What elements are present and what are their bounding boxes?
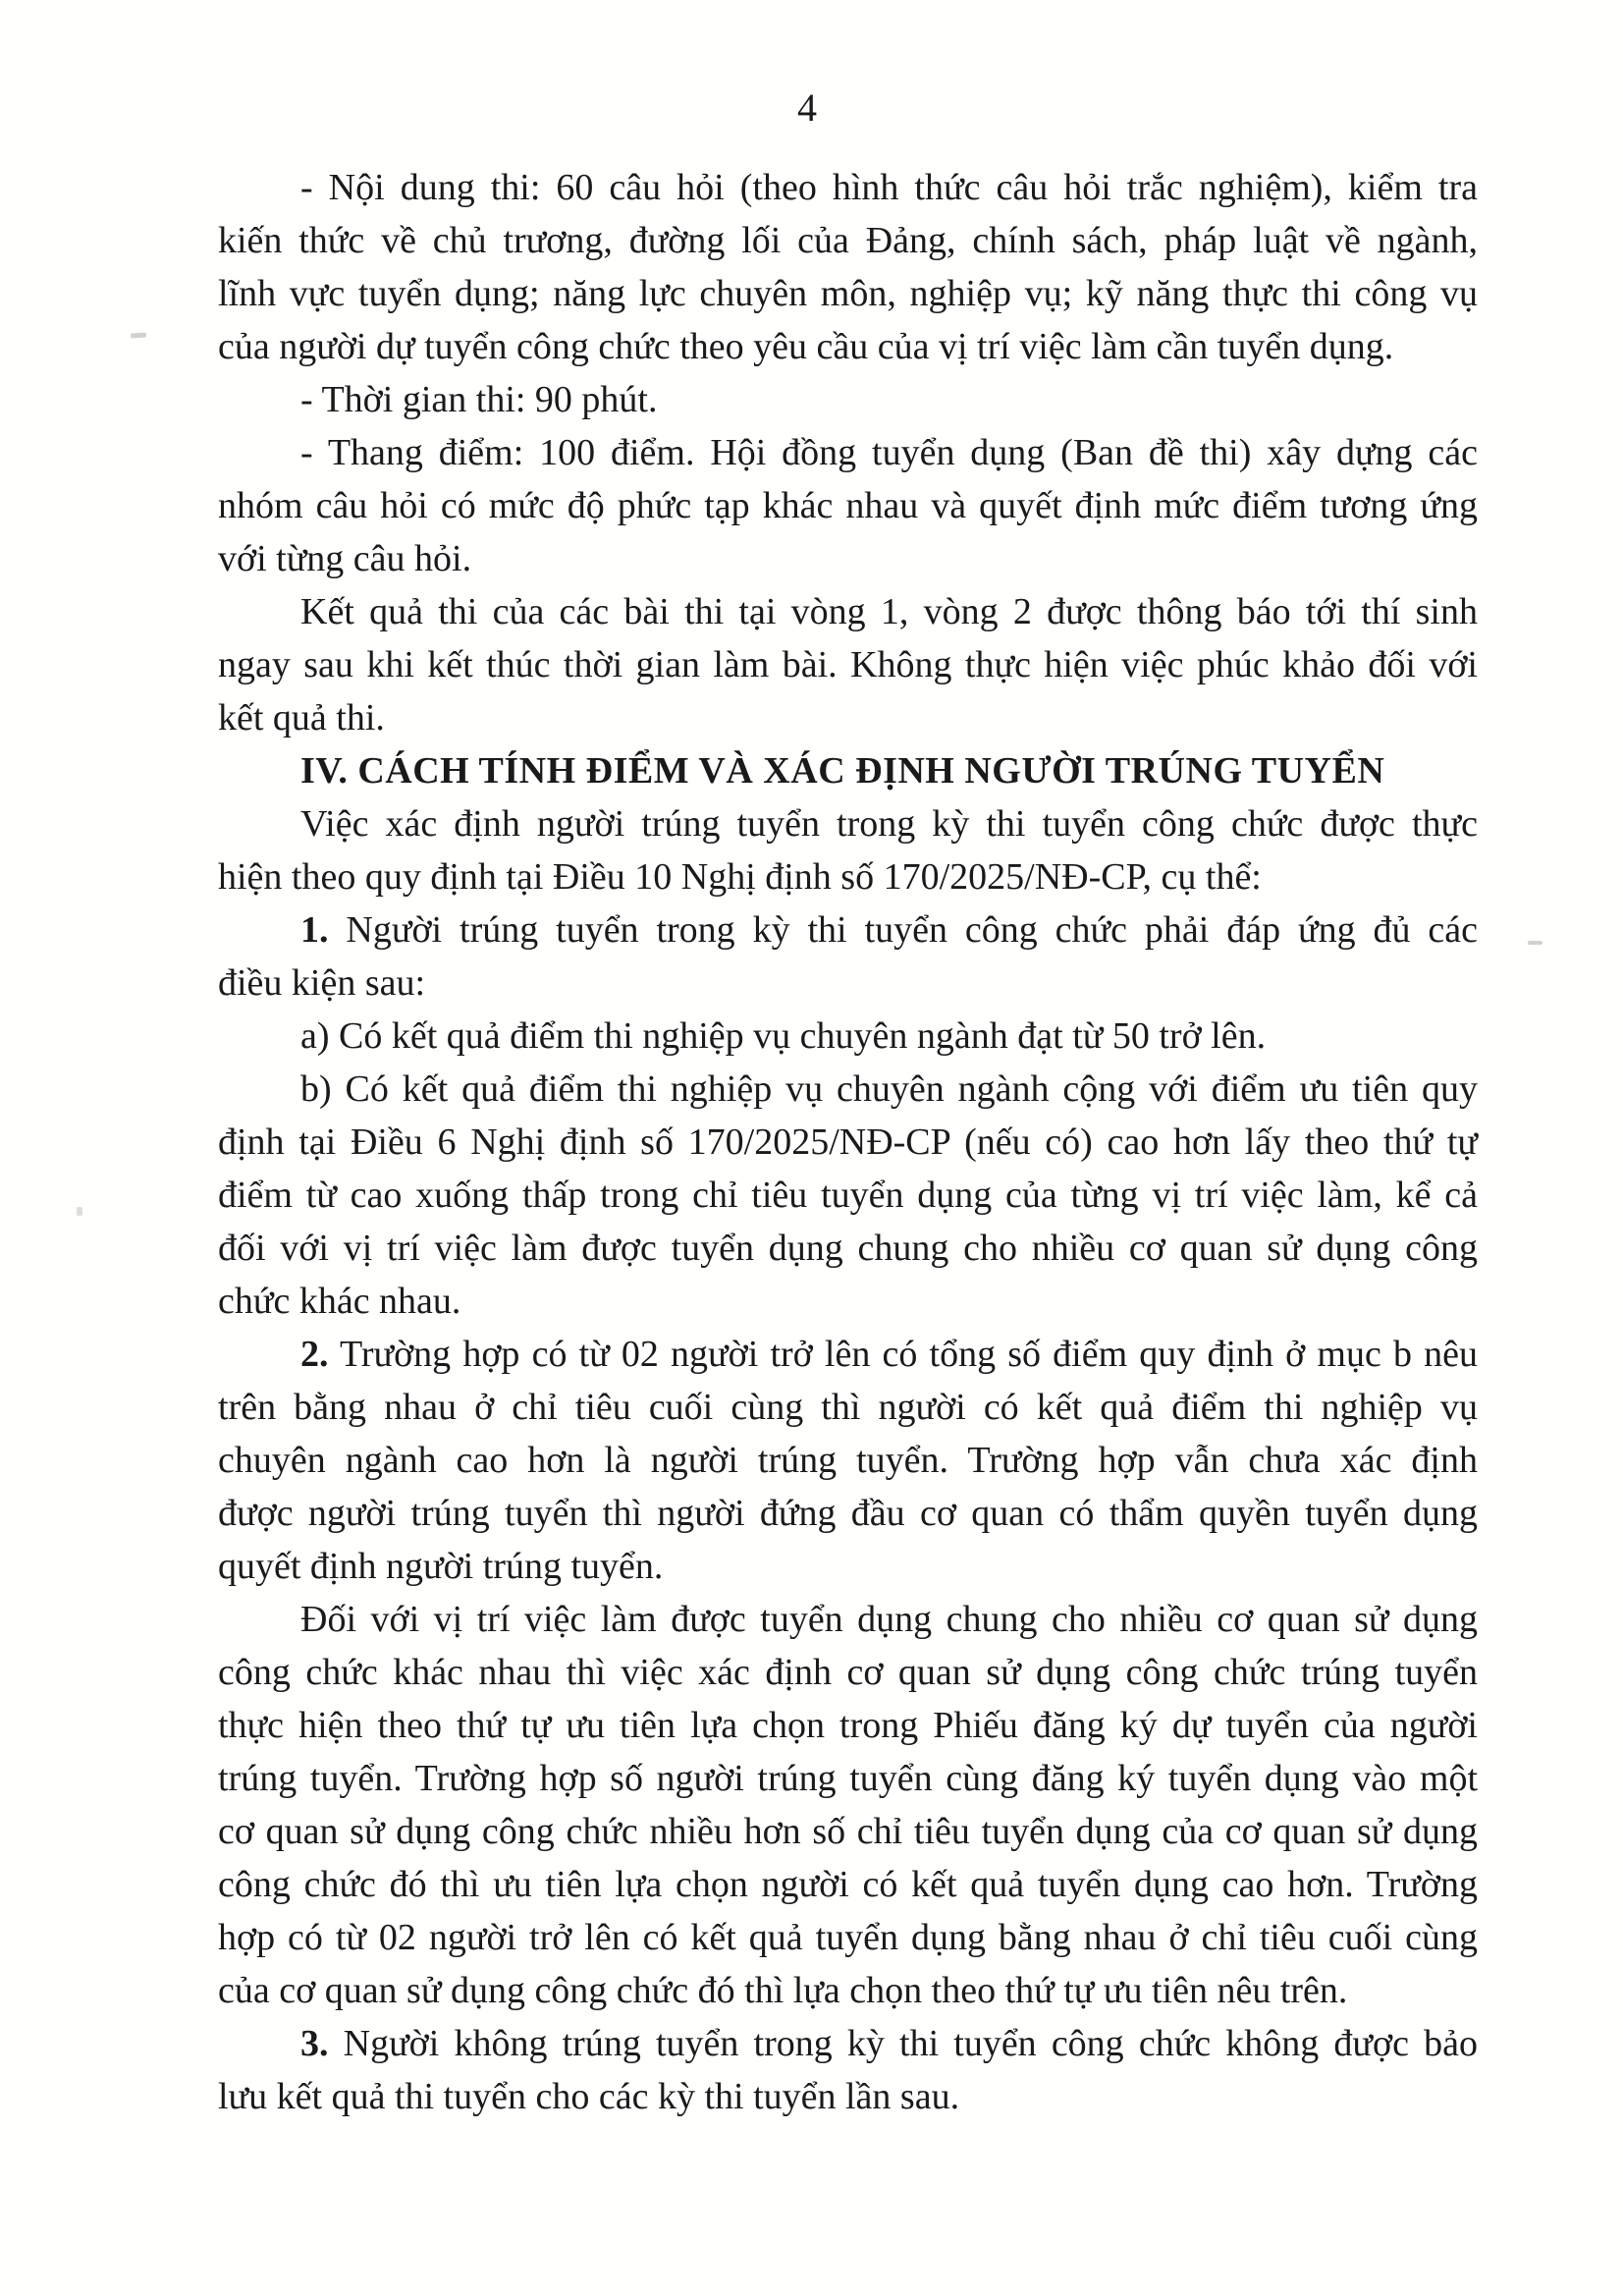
text-line: b) Có kết quả điểm thi nghiệp vụ chuyên ngành cộng với điểm ưu tiên quy — [300, 1068, 1478, 1110]
text-line: điều kiện sau: — [218, 962, 426, 1004]
text-line: hiện theo quy định tại Điều 10 Nghị định số 170/2025/NĐ-CP, cụ thể: — [218, 856, 1262, 898]
paragraph — [218, 1328, 1478, 1593]
text-line: chức khác nhau. — [218, 1281, 461, 1322]
text-line: 3. Người không trúng tuyển trong kỳ thi tuyển công chức không được bảo — [300, 2023, 1478, 2064]
text-line: được người trúng tuyển thì người đứng đầu cơ quan có thẩm quyền tuyển dụng — [218, 1493, 1478, 1534]
paragraph — [218, 426, 1478, 585]
text-line: trên bằng nhau ở chỉ tiêu cuối cùng thì người có kết quả điểm thi nghiệp vụ — [218, 1387, 1478, 1428]
text-line: hợp có từ 02 người trở lên có kết quả tuyển dụng bằng nhau ở chỉ tiêu cuối cùng — [218, 1917, 1478, 1958]
paragraph — [218, 1593, 1478, 2017]
text-line: Kết quả thi của các bài thi tại vòng 1, vòng 2 được thông báo tới thí sinh — [300, 591, 1478, 632]
text-line: a) Có kết quả điểm thi nghiệp vụ chuyên ngành đạt từ 50 trở lên. — [300, 1015, 1267, 1057]
text-line: trúng tuyển. Trường hợp số người trúng tuyển cùng đăng ký tuyển dụng vào một — [218, 1758, 1478, 1799]
text-line: Đối với vị trí việc làm được tuyển dụng chung cho nhiều cơ quan sử dụng — [300, 1599, 1478, 1640]
text-line: chuyên ngành cao hơn là người trúng tuyển. Trường hợp vẫn chưa xác định — [218, 1440, 1478, 1481]
text-line: - Nội dung thi: 60 câu hỏi (theo hình thức câu hỏi trắc nghiệm), kiểm tra — [300, 167, 1478, 208]
text-line: quyết định người trúng tuyển. — [218, 1546, 664, 1587]
text-line: thực hiện theo thứ tự ưu tiên lựa chọn trong Phiếu đăng ký dự tuyển của người — [218, 1705, 1478, 1746]
section-heading — [218, 744, 1478, 797]
text-line: của người dự tuyển công chức theo yêu cầu của vị trí việc làm cần tuyển dụng. — [218, 326, 1394, 367]
text-line: lưu kết quả thi tuyển cho các kỳ thi tuyển lần sau. — [218, 2076, 960, 2117]
paragraph — [218, 1010, 1478, 1063]
paragraph — [218, 373, 1478, 426]
text-line: với từng câu hỏi. — [218, 538, 472, 579]
paragraph — [218, 797, 1478, 903]
scan-artifact — [1528, 941, 1542, 945]
text-line: công chức đó thì ưu tiên lựa chọn người có kết quả tuyển dụng cao hơn. Trường — [218, 1864, 1478, 1905]
text-line: ngay sau khi kết thúc thời gian làm bài. Không thực hiện việc phúc khảo đối với — [218, 644, 1478, 685]
paragraph — [218, 161, 1478, 373]
paragraph — [218, 585, 1478, 744]
text-line: kiến thức về chủ trương, đường lối của Đảng, chính sách, pháp luật về ngành, — [218, 220, 1478, 261]
text-line: công chức khác nhau thì việc xác định cơ quan sử dụng công chức trúng tuyển — [218, 1652, 1478, 1693]
bold-list-number: 2. — [300, 1334, 329, 1375]
scan-artifact — [77, 1207, 82, 1216]
text-line: - Thời gian thi: 90 phút. — [300, 379, 658, 420]
text-line: IV. CÁCH TÍNH ĐIỂM VÀ XÁC ĐỊNH NGƯỜI TRÚNG TUYỂN — [300, 750, 1385, 792]
text-line: 2. Trường hợp có từ 02 người trở lên có tổng số điểm quy định ở mục b nêu — [300, 1334, 1478, 1375]
bold-list-number: 3. — [300, 2023, 329, 2064]
text-line: - Thang điểm: 100 điểm. Hội đồng tuyển dụng (Ban đề thi) xây dựng các — [300, 432, 1478, 473]
page-number: 4 — [797, 85, 817, 130]
text-line: Việc xác định người trúng tuyển trong kỳ thi tuyển công chức được thực — [300, 803, 1478, 845]
document-body — [218, 161, 1478, 2123]
text-line: kết quả thi. — [218, 697, 385, 738]
text-line: định tại Điều 6 Nghị định số 170/2025/NĐ-CP (nếu có) cao hơn lấy theo thứ tự — [218, 1121, 1478, 1163]
text-line: lĩnh vực tuyển dụng; năng lực chuyên môn, nghiệp vụ; kỹ năng thực thi công vụ — [218, 273, 1478, 314]
text-line: của cơ quan sử dụng công chức đó thì lựa chọn theo thứ tự ưu tiên nêu trên. — [218, 1970, 1348, 2011]
paragraph — [218, 2017, 1478, 2123]
paragraph — [218, 1063, 1478, 1328]
text-line: cơ quan sử dụng công chức nhiều hơn số chỉ tiêu tuyển dụng của cơ quan sử dụng — [218, 1811, 1478, 1852]
text-line: nhóm câu hỏi có mức độ phức tạp khác nhau và quyết định mức điểm tương ứng — [218, 485, 1478, 526]
text-line: đối với vị trí việc làm được tuyển dụng chung cho nhiều cơ quan sử dụng công — [218, 1228, 1478, 1269]
bold-list-number: 1. — [300, 909, 329, 951]
text-line: điểm từ cao xuống thấp trong chỉ tiêu tuyển dụng của từng vị trí việc làm, kể cả — [218, 1175, 1478, 1216]
scan-artifact — [131, 332, 146, 338]
paragraph — [218, 903, 1478, 1010]
text-line: 1. Người trúng tuyển trong kỳ thi tuyển công chức phải đáp ứng đủ các — [300, 909, 1478, 951]
